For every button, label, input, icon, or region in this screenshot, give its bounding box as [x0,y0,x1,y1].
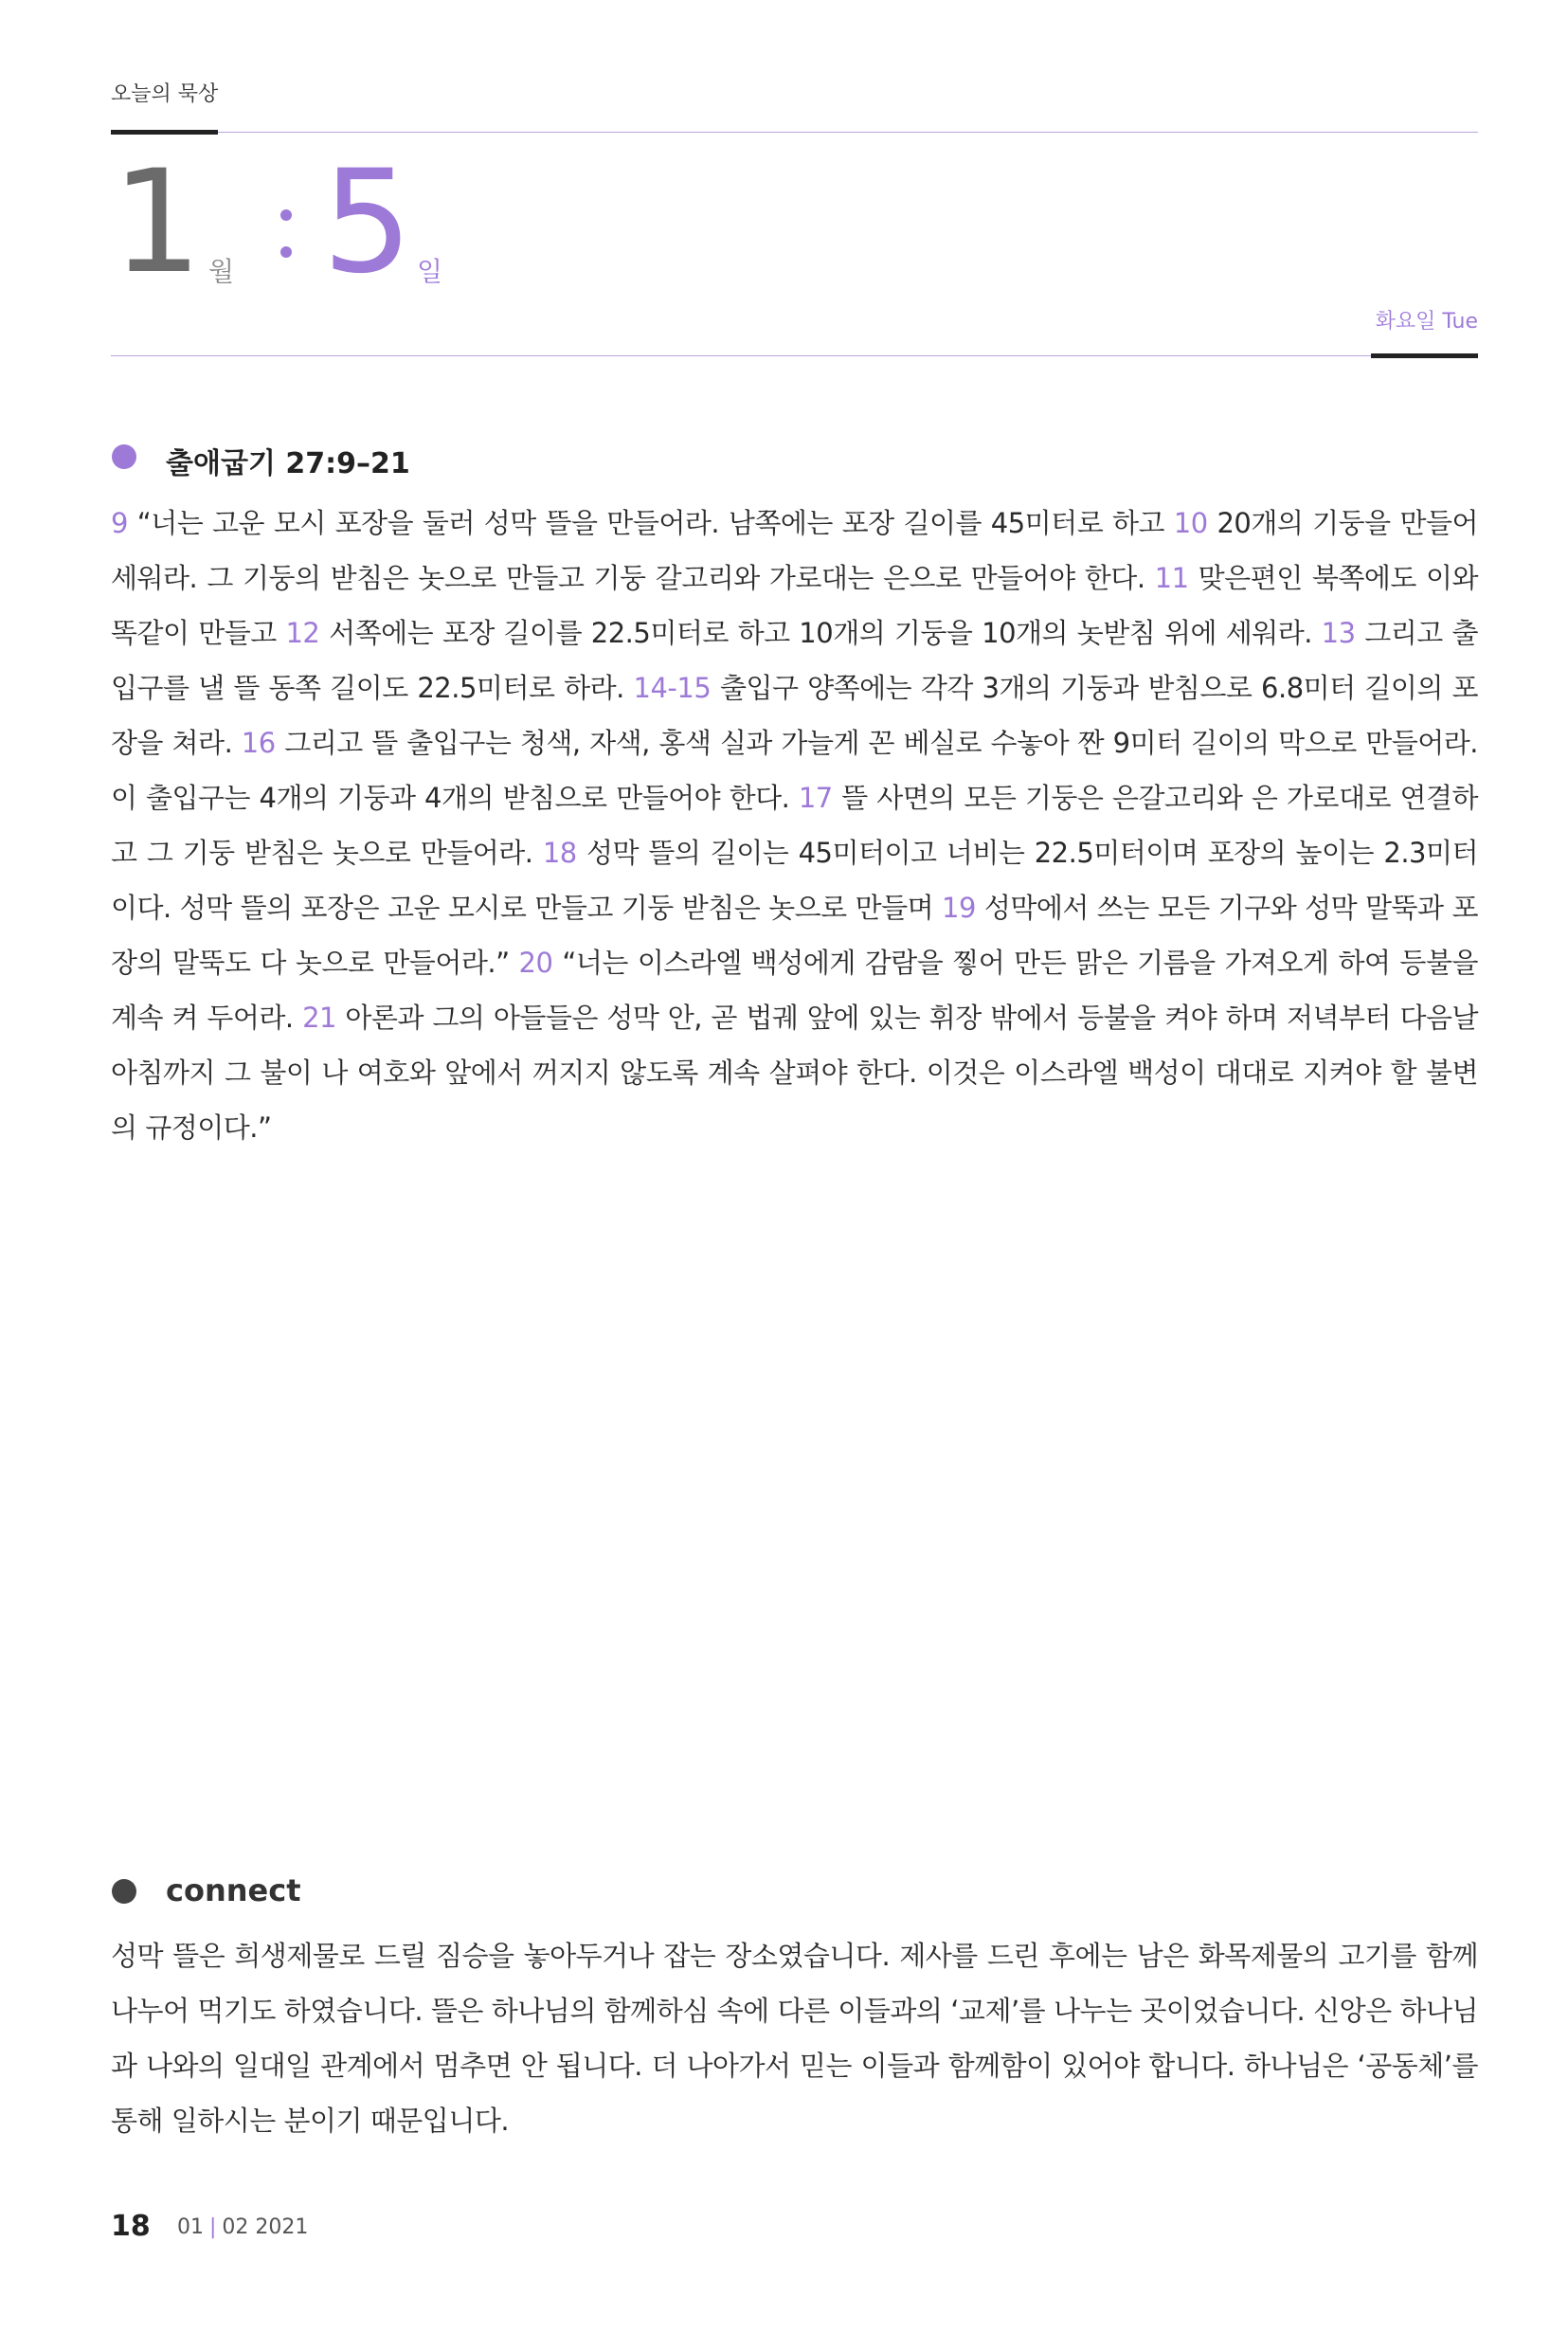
verse-number: 19 [942,892,976,924]
section-label: 오늘의 묵상 [111,82,219,106]
connect-title: connect [166,1872,301,1908]
month-number: 1 [112,140,199,305]
verse-text: 맞은편인 북쪽에도 이와 똑같이 만들고 [111,562,1478,649]
verse-text: 그리고 뜰 출입구는 청색, 자색, 홍색 실과 가늘게 꼰 베실로 수놓아 짠 9미터 길이의 막으로 만들어라. 이 출입구는 4개의 기둥과 4개의 받침으로 만들어야 한다. [111,727,1478,814]
verse-text: 뜰 사면의 모든 기둥은 은갈고리와 은 가로대로 연결하고 그 기둥 받침은 놋으로 만들어라. [111,782,1479,869]
issue-date [177,2215,308,2239]
verse-number: 9 [111,507,128,539]
verse-text: “너는 이스라엘 백성에게 감람을 찧어 만든 맑은 기름을 가져오게 하여 등불을 계속 켜 두어라. [111,947,1478,1034]
date-divider-accent [1371,353,1478,358]
day-number: 5 [322,140,409,305]
header-divider [111,132,1478,133]
date-divider [111,355,1478,356]
issue-month: 01 [177,2215,204,2239]
verse-number: 18 [542,837,577,869]
verse-number: 20 [518,947,553,979]
connect-body: 성막 뜰은 희생제물로 드릴 짐승을 놓아두거나 잡는 장소였습니다. 제사를 드린 후에는 남은 화목제물의 고기를 함께 나누어 먹기도 하였습니다. 뜰은 하나님의 함께하심 속에 다른 이들과의 ‘교제’를 나누는 곳이었습니다. 신앙은 하나님과 나와의 일대일 관계에서 멈추면 안 됩니다. 더 나아가서 믿는 이들과 함께함이 있어야 합니다. 하나님은 ‘공동체’를 통해 일하시는 분이기 때문입니다. [111,1940,1478,2137]
verse-number: 14-15 [633,672,712,704]
connect-bullet-icon [112,1879,136,1904]
verse-text: 출입구 양쪽에는 각각 3개의 기둥과 받침으로 6.8미터 길이의 포장을 쳐라. [111,672,1479,759]
month-unit: 월 [208,256,235,287]
verse-text: 성막에서 쓰는 모든 기구와 성막 말뚝과 포장의 말뚝도 다 놋으로 만들어라.” [111,892,1478,979]
weekday-label: 화요일 Tue [1375,310,1478,334]
issue-rest: 02 2021 [222,2215,309,2239]
verse-number: 10 [1173,507,1208,539]
issue-separator: | [209,2215,217,2239]
verse-number: 12 [285,617,320,649]
header-divider-accent [111,130,218,135]
page-number: 18 [111,2210,151,2243]
verse-text: 성막 뜰의 길이는 45미터이고 너비는 22.5미터이며 포장의 높이는 2.3미터이다. 성막 뜰의 포장은 고운 모시로 만들고 기둥 받침은 놋으로 만들며 [111,837,1479,924]
verse-text: “너는 고운 모시 포장을 둘러 성막 뜰을 만들어라. 남쪽에는 포장 길이를 45미터로 하고 [136,507,1174,539]
scripture-reference: 출애굽기 27:9–21 [166,447,410,480]
verse-number: 13 [1321,617,1356,649]
scripture-passage [111,496,1478,1155]
verse-number: 21 [302,1002,336,1034]
verse-text: 서쪽에는 포장 길이를 22.5미터로 하고 10개의 기둥을 10개의 놋받침 위에 세워라. [329,617,1322,649]
verse-number: 16 [241,727,276,759]
date-colon-dot-bottom [280,246,292,258]
date-colon-dot-top [280,209,292,221]
verse-text: 그리고 출입구를 낼 뜰 동쪽 길이도 22.5미터로 하라. [111,617,1479,704]
verse-text: 20개의 기둥을 만들어 세워라. 그 기둥의 받침은 놋으로 만들고 기둥 갈고리와 가로대는 은으로 만들어야 한다. [111,507,1478,594]
verse-number: 11 [1154,562,1189,594]
verse-text: 아론과 그의 아들들은 성막 안, 곧 법궤 앞에 있는 휘장 밖에서 등불을 켜야 하며 저녁부터 다음날 아침까지 그 불이 나 여호와 앞에서 꺼지지 않도록 계속 살펴야 한다. 이것은 이스라엘 백성이 대대로 지켜야 할 불변의 규정이다.” [111,1002,1479,1144]
day-unit: 일 [417,256,443,287]
verse-number: 17 [798,782,833,814]
scripture-bullet-icon [112,444,136,469]
